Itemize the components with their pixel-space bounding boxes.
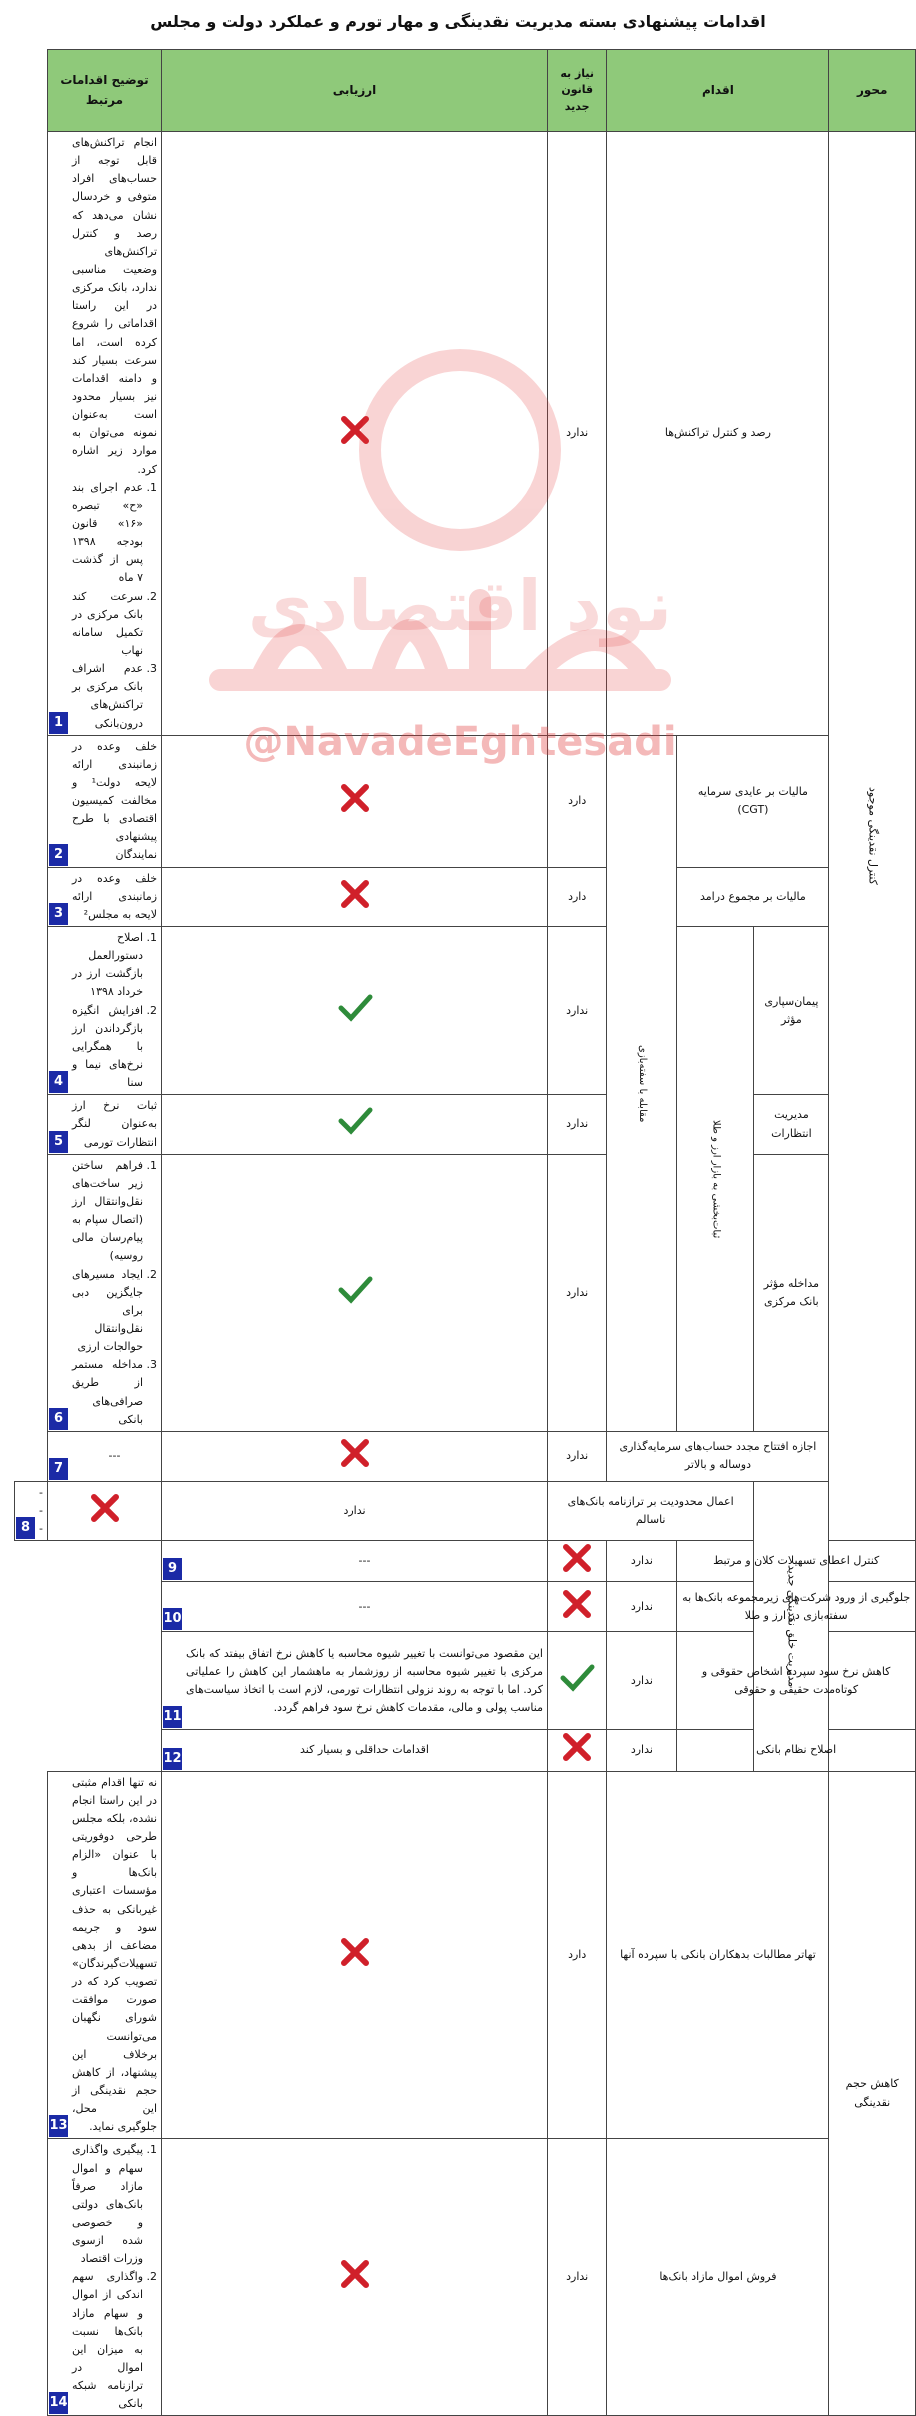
desc-text: خلف وعده در زمانبندی ارائه لایحه به مجلس² — [71, 871, 158, 921]
law-cell: دارد — [547, 735, 606, 867]
table-row — [15, 1154, 916, 1431]
eval-cell — [162, 1154, 548, 1431]
table-row — [15, 867, 916, 926]
action-cell: فروش اموال مازاد بانک‌ها — [607, 2139, 829, 2416]
eval-cell — [162, 1095, 548, 1154]
desc-item: 2. واگذاری سهم اندکی از اموال و سهام مازاد بانک‌ها نسبت به میزان این اموال در ترازنامه شبکه بانکی — [72, 2268, 143, 2413]
desc-text: --- — [358, 1599, 371, 1613]
cross-icon — [338, 1438, 372, 1468]
law-cell: ندارد — [547, 1154, 606, 1431]
eval-cell — [547, 1582, 606, 1632]
desc-cell — [162, 1541, 548, 1582]
desc-text: خلف وعده در زمانبندی ارائه لایحه دولت¹ و مخالفت کمیسیون اقتصادی با طرح پیشنهادی نمایندگان — [71, 739, 158, 862]
header-action: اقدام — [607, 50, 829, 132]
action-cell: تهاتر مطالبات بدهکاران بانکی با سپرده آنها — [607, 1771, 829, 2139]
table-row — [15, 1632, 916, 1730]
table-row — [15, 1582, 916, 1632]
law-cell: دارد — [547, 1771, 606, 2139]
desc-text: انجام تراکنش‌های قابل توجه از حساب‌های افراد متوفی و خردسال نشان می‌دهد که رصد و کنترل تراکنش‌های وضعیت مناسبی ندارد، بانک مرکزی در این راستا اقداماتی را شروع کرده است، اما سرعت بسیار کند و دامنه اقدامات نیز بسیار محدود است به‌عنوان نمونه می‌توان به موارد زیر اشاره کرد. — [71, 136, 158, 476]
law-cell: ندارد — [547, 1095, 606, 1154]
axis-cell-1 — [829, 132, 916, 1541]
cross-icon — [338, 783, 372, 813]
desc-cell — [47, 867, 161, 926]
row-number-badge: 3 — [49, 903, 68, 925]
desc-cell — [47, 735, 161, 867]
law-cell: ندارد — [547, 2139, 606, 2416]
eval-cell — [162, 1771, 548, 2139]
eval-cell — [162, 2139, 548, 2416]
desc-text: اقدامات حداقلی و بسیار کند — [300, 1743, 429, 1757]
desc-item: 1. فراهم ساختن زیر ساخت‌های نقل‌وانتقال ارز (اتصال سپام به پیام‌رسان مالی روسیه) — [72, 1157, 143, 1266]
law-cell: ندارد — [547, 132, 606, 736]
law-cell: ندارد — [547, 927, 606, 1095]
axis-cell-3: کاهش حجم نقدینگی — [829, 1771, 916, 2416]
desc-cell — [162, 1582, 548, 1632]
action-cell: مداخله مؤثر بانک مرکزی — [754, 1154, 829, 1431]
table-row — [15, 1771, 916, 2139]
law-cell: ندارد — [607, 1541, 677, 1582]
desc-item: 1. عدم اجرای بند «ح» تبصره «۱۶» قانون بودجه ۱۳۹۸ پس از گذشت ۷ ماه — [72, 479, 143, 588]
desc-item: 3. مداخله مستمر از طریق صرافی‌های بانکی — [72, 1356, 143, 1429]
check-icon — [338, 1275, 372, 1305]
desc-cell — [47, 1431, 161, 1481]
action-cell: اصلاح نظام بانکی — [677, 1730, 916, 1771]
row-number-badge: 6 — [49, 1408, 68, 1430]
desc-item: 1. اصلاح دستورالعمل بازگشت ارز در خرداد ۱۳۹۸ — [72, 929, 143, 1002]
cross-icon — [560, 1543, 594, 1573]
eval-cell — [162, 867, 548, 926]
cross-icon — [560, 1589, 594, 1619]
table-row — [15, 1095, 916, 1154]
action-cell: مدیریت انتظارات — [754, 1095, 829, 1154]
eval-cell — [547, 1541, 606, 1582]
cross-icon — [338, 2259, 372, 2289]
group-cell-2 — [677, 927, 754, 1432]
desc-item: 2. سرعت کند بانک مرکزی در تکمیل سامانه نهاب — [72, 588, 143, 661]
desc-cell — [162, 1632, 548, 1730]
action-cell: کاهش نرخ سود سپرده اشخاص حقوقی و کوتاه‌مدت حقیقی و حقوقی — [677, 1632, 916, 1730]
desc-cell — [47, 1154, 161, 1431]
row-number-badge: 10 — [163, 1608, 182, 1630]
law-cell: دارد — [547, 867, 606, 926]
desc-item: 1. پیگیری واگذاری سهام و اموال مازاد صرفاً بانک‌های دولتی و خصوصی شده ازسوی وزرات اقتصاد — [72, 2141, 143, 2268]
table-row — [15, 927, 916, 1095]
row-number-badge: 8 — [16, 1517, 35, 1539]
group-label: ثبات‌بخشی به بازار ارز و طلا — [710, 1119, 722, 1239]
row-number-badge: 1 — [49, 712, 68, 734]
cross-icon — [338, 415, 372, 445]
action-cell: پیمان‌سپاری مؤثر — [754, 927, 829, 1095]
row-number-badge: 14 — [49, 2392, 68, 2414]
action-cell: مالیات بر عایدی سرمایه (CGT) — [677, 735, 829, 867]
law-cell: ندارد — [607, 1730, 677, 1771]
cross-icon — [338, 1937, 372, 1967]
table-row — [15, 1541, 916, 1582]
desc-text: ثبات نرخ ارز به‌عنوان لنگر انتظارات تورمی — [71, 1099, 158, 1149]
check-icon — [338, 1106, 372, 1136]
row-number-badge: 4 — [49, 1071, 68, 1093]
desc-cell — [47, 1771, 161, 2139]
eval-cell — [162, 735, 548, 867]
desc-text: --- — [108, 1449, 121, 1463]
action-cell: اعمال محدودیت بر ترازنامه بانک‌های ناسالم — [547, 1481, 753, 1540]
header-axis: محور — [829, 50, 916, 132]
cross-icon — [88, 1493, 122, 1523]
desc-cell — [47, 132, 161, 736]
header-eval: ارزیابی — [162, 50, 548, 132]
desc-text: --- — [358, 1554, 371, 1568]
group-cell-1 — [607, 735, 677, 1431]
table-row — [15, 1481, 916, 1540]
law-cell: ندارد — [547, 1431, 606, 1481]
measures-table — [14, 49, 916, 2416]
row-number-badge: 11 — [163, 1706, 182, 1728]
law-cell: ندارد — [162, 1481, 548, 1540]
desc-text: نه تنها اقدام مثبتی در این راستا انجام نشده، بلکه مجلس طرحی دوفوریتی با عنوان «الزام بانک‌ها و مؤسسات اعتباری غیربانکی به حذف سود و جریمه مضاعف از بدهی تسهیلات‌گیرندگان» تصویب کرد که در صورت موافقت شورای نگهبان می‌توانست برخلاف این پیشنهاد، از کاهش حجم نقدینگی از این محل، جلوگیری نماید. — [71, 1775, 158, 2134]
check-icon — [338, 993, 372, 1023]
row-number-badge: 13 — [49, 2115, 68, 2137]
desc-text: --- — [39, 1485, 43, 1536]
desc-cell — [162, 1730, 548, 1771]
row-number-badge: 7 — [49, 1458, 68, 1480]
eval-cell — [47, 1481, 161, 1540]
row-number-badge: 9 — [163, 1558, 182, 1580]
axis-label: کنترل نقدینگی موجود — [866, 787, 880, 886]
table-row — [15, 132, 916, 736]
eval-cell — [162, 132, 548, 736]
action-cell: مالیات بر مجموع درامد — [677, 867, 829, 926]
table-row — [15, 1730, 916, 1771]
desc-item: 3. عدم اشراف بانک مرکزی بر تراکنش‌های درون‌بانکی — [72, 660, 143, 733]
law-cell: ندارد — [607, 1632, 677, 1730]
law-cell: ندارد — [607, 1582, 677, 1632]
page-title: اقدامات پیشنهادی بسته مدیریت نقدینگی و مهار تورم و عملکرد دولت و مجلس — [150, 12, 766, 31]
header-need-law: نیاز به قانون جدید — [547, 50, 606, 132]
cross-icon — [560, 1732, 594, 1762]
row-number-badge: 2 — [49, 844, 68, 866]
desc-item: 2. افزایش انگیزه بازگرداندن ارز با همگرایی نرخ‌های نیما و سنا — [72, 1002, 143, 1093]
desc-cell — [47, 1095, 161, 1154]
action-cell: جلوگیری از ورود شرکت‌های زیرمجموعه بانک‌ها به سفته‌بازی در ارز و طلا — [677, 1582, 916, 1632]
action-cell: رصد و کنترل تراکنش‌ها — [607, 132, 829, 736]
row-number-badge: 5 — [49, 1131, 68, 1153]
desc-item: 2. ایجاد مسیرهای جایگزین دبی برای نقل‌وانتقال حوالجات ارزی — [72, 1266, 143, 1357]
desc-cell — [15, 1481, 48, 1540]
desc-cell — [47, 927, 161, 1095]
group-label: مقابله با سفته‌بازی — [637, 1044, 649, 1122]
table-row — [15, 1431, 916, 1481]
action-cell: کنترل اعطای تسهیلات کلان و مرتبط — [677, 1541, 916, 1582]
table-row — [15, 2139, 916, 2416]
axis-label: مدیریت خلق نقدینگی جدید — [785, 1565, 799, 1688]
eval-cell — [162, 1431, 548, 1481]
header-desc: توضیح اقدامات مرتبط — [47, 50, 161, 132]
cross-icon — [338, 879, 372, 909]
row-number-badge: 12 — [163, 1748, 182, 1770]
watermark-logo-text: نود اقتصادی — [247, 565, 673, 647]
eval-cell — [547, 1632, 606, 1730]
table-row — [15, 735, 916, 867]
eval-cell — [162, 927, 548, 1095]
desc-cell — [47, 2139, 161, 2416]
action-cell: اجازه افتتاح مجدد حساب‌های سرمایه‌گذاری دوساله و بالاتر — [607, 1431, 829, 1481]
check-icon — [560, 1663, 594, 1693]
watermark-site-text: @NavadeEghtesadi — [243, 719, 677, 765]
desc-text: این مقصود می‌توانست با تغییر شیوه محاسبه یا کاهش نرخ اتفاق بیفتد که بانک مرکزی با تغییر شیوه محاسبه از روزشمار به ماهشمار این کاهش را عملیاتی کرد. اما با توجه به روند نزولی انتظارات تورمی، لازم است با اتخاذ سیاست‌های مناسب پولی و مالی، مقدمات کاهش نرخ سود فراهم گردد. — [186, 1646, 543, 1715]
eval-cell — [547, 1730, 606, 1771]
